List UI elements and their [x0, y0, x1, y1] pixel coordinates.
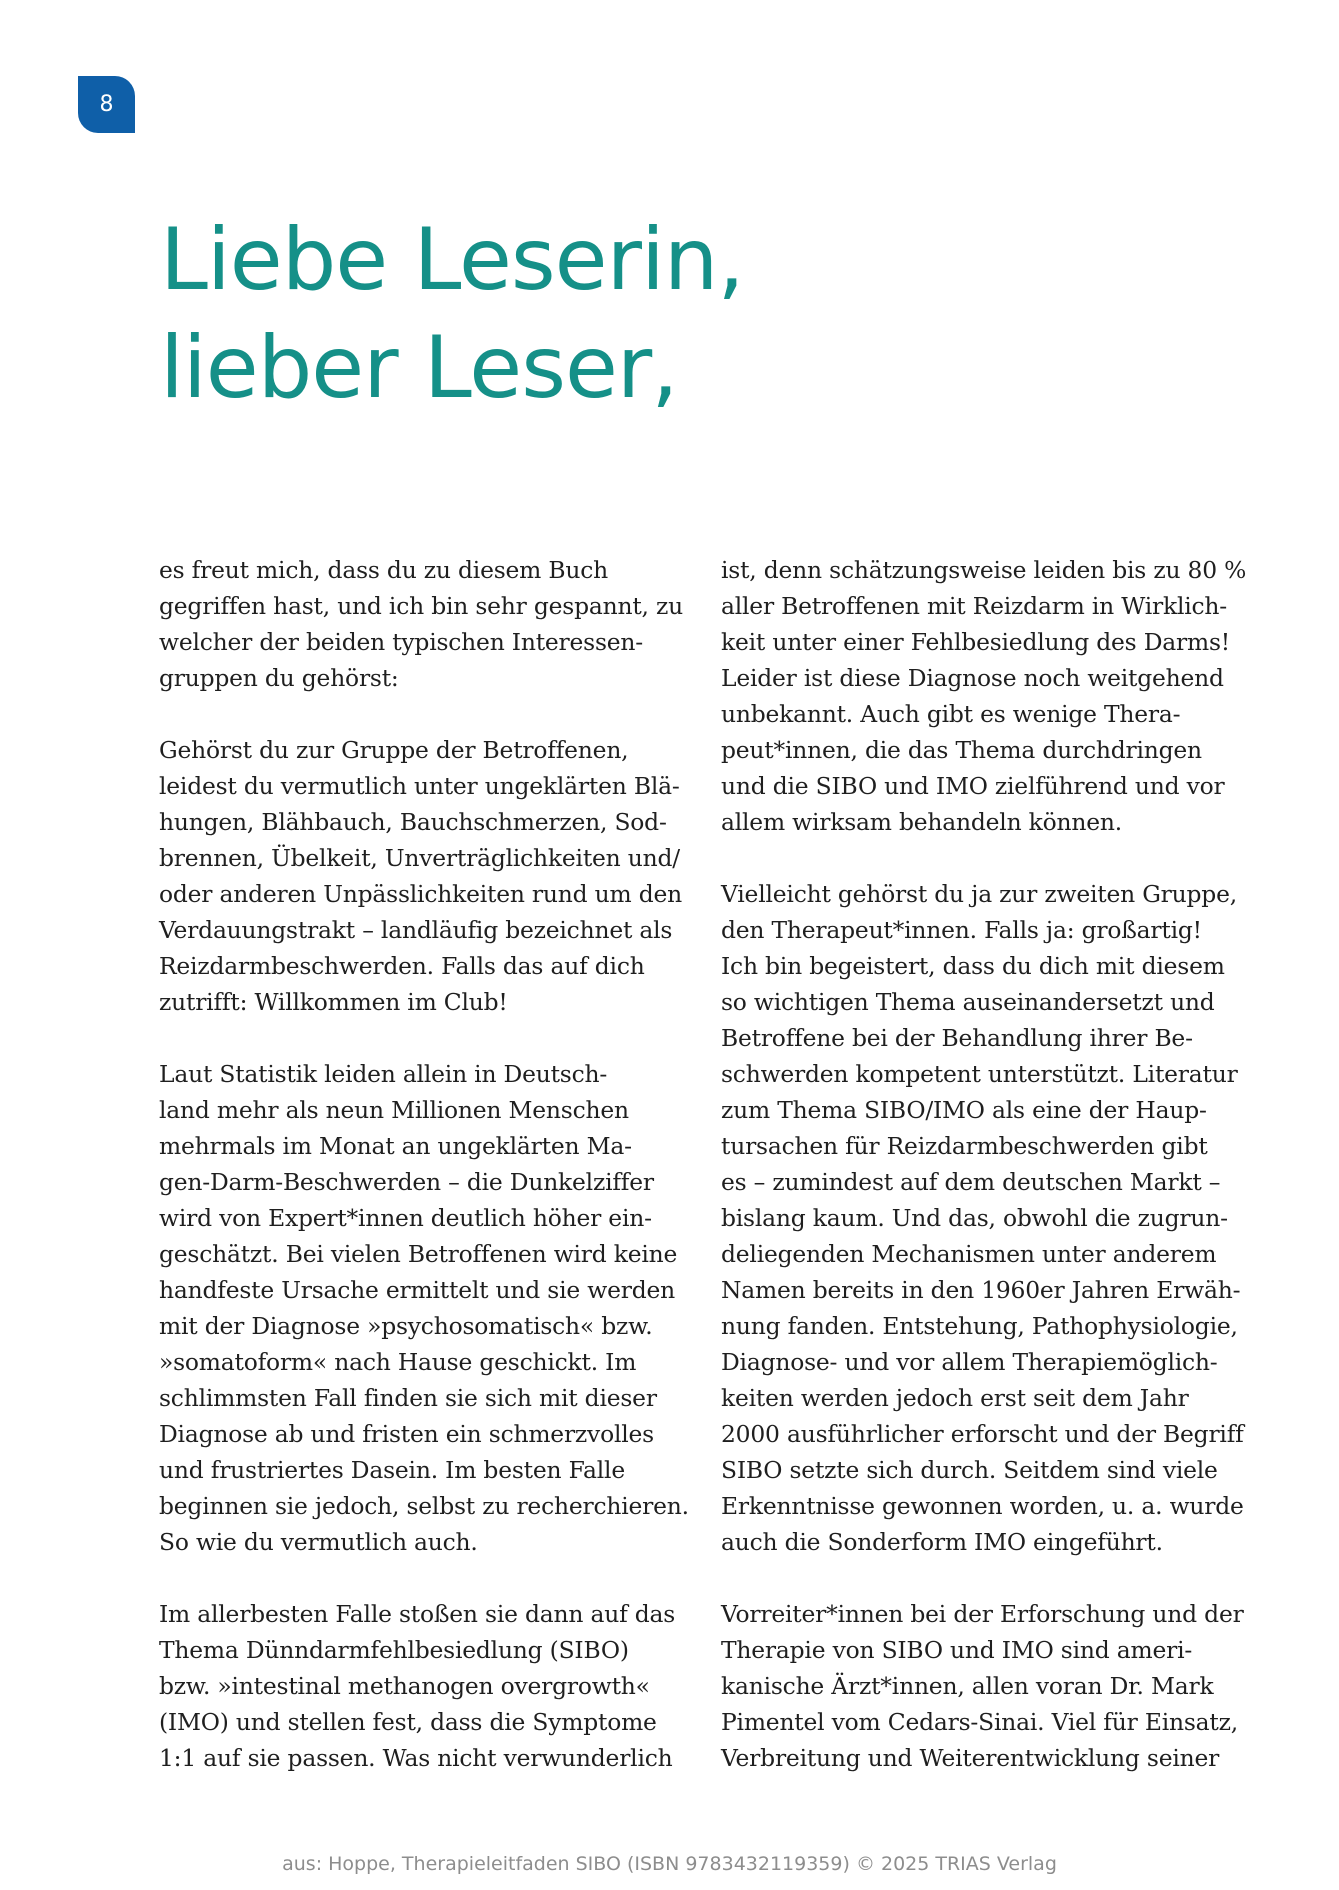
text-line: Namen bereits in den 1960er Jahren Erwäh- — [721, 1276, 1241, 1304]
text-line: zum Thema SIBO/IMO als eine der Haup- — [721, 1096, 1207, 1124]
text-line: Reizdarmbeschwerden. Falls das auf dich — [159, 952, 645, 980]
text-line: »somatoform« nach Hause geschickt. Im — [159, 1348, 637, 1376]
text-line: 2000 ausführlicher erforscht und der Begriff — [721, 1420, 1244, 1448]
page-number-tab — [78, 76, 135, 133]
text-line: und die SIBO und IMO zielführend und vor — [721, 772, 1225, 800]
paragraph — [721, 1596, 1261, 1776]
page-number: 8 — [99, 92, 114, 117]
text-line: Therapie von SIBO und IMO sind ameri- — [721, 1636, 1193, 1664]
paragraph-gap — [721, 840, 1261, 876]
text-line: Thema Dünndarmfehlbesiedlung (SIBO) — [159, 1636, 629, 1664]
text-line: 1:1 auf sie passen. Was nicht verwunderlich — [159, 1744, 673, 1772]
text-line: auch die Sonderform IMO eingeführt. — [721, 1528, 1163, 1556]
text-line: Verbreitung und Weiterentwicklung seiner — [721, 1744, 1220, 1772]
text-line: tursachen für Reizdarmbeschwerden gibt — [721, 1132, 1208, 1160]
text-line: keiten werden jedoch erst seit dem Jahr — [721, 1384, 1189, 1412]
text-line: mehrmals im Monat an ungeklärten Ma- — [159, 1132, 632, 1160]
text-line: gen-Darm-Beschwerden – die Dunkelziffer — [159, 1168, 654, 1196]
text-line: zutrifft: Willkommen im Club! — [159, 988, 508, 1016]
text-line: Laut Statistik leiden allein in Deutsch- — [159, 1060, 608, 1088]
text-line: Diagnose ab und fristen ein schmerzvolles — [159, 1420, 654, 1448]
text-line: mit der Diagnose »psychosomatisch« bzw. — [159, 1312, 653, 1340]
source-footer: aus: Hoppe, Therapieleitfaden SIBO (ISBN 9783432119359) © 2025 TRIAS Verlag — [282, 1853, 1057, 1875]
left-column — [159, 552, 699, 1776]
paragraph — [159, 732, 699, 1020]
text-line: Betroffene bei der Behandlung ihrer Be- — [721, 1024, 1193, 1052]
headline — [160, 206, 744, 422]
text-line: unbekannt. Auch gibt es wenige Thera- — [721, 700, 1181, 728]
paragraph — [159, 1056, 699, 1560]
text-line: es freut mich, dass du zu diesem Buch — [159, 556, 608, 584]
text-line: peut*innen, die das Thema durchdringen — [721, 736, 1202, 764]
text-line: allem wirksam behandeln können. — [721, 808, 1123, 836]
text-line: es – zumindest auf dem deutschen Markt – — [721, 1168, 1221, 1196]
text-line: hungen, Blähbauch, Bauchschmerzen, Sod- — [159, 808, 667, 836]
paragraph — [721, 876, 1261, 1560]
text-line: und frustriertes Dasein. Im besten Falle — [159, 1456, 625, 1484]
paragraph-gap — [159, 1560, 699, 1596]
text-line: den Therapeut*innen. Falls ja: großartig! — [721, 916, 1202, 944]
text-line: kanische Ärzt*innen, allen voran Dr. Mark — [721, 1672, 1214, 1700]
text-line: (IMO) und stellen fest, dass die Symptome — [159, 1708, 657, 1736]
text-line: Verdauungstrakt – landläufig bezeichnet als — [159, 916, 673, 944]
right-column — [721, 552, 1261, 1776]
text-line: deliegenden Mechanismen unter anderem — [721, 1240, 1217, 1268]
text-line: leidest du vermutlich unter ungeklärten Blä- — [159, 772, 680, 800]
text-line: SIBO setzte sich durch. Seitdem sind viele — [721, 1456, 1218, 1484]
text-line: Erkenntnisse gewonnen worden, u. a. wurde — [721, 1492, 1244, 1520]
paragraph-gap — [159, 696, 699, 732]
paragraph — [159, 1596, 699, 1776]
text-line: geschätzt. Bei vielen Betroffenen wird keine — [159, 1240, 678, 1268]
text-line: aller Betroffenen mit Reizdarm in Wirklich- — [721, 592, 1227, 620]
text-line: Diagnose- und vor allem Therapiemöglich- — [721, 1348, 1218, 1376]
headline-line: lieber Leser, — [160, 318, 678, 418]
paragraph-gap — [721, 1560, 1261, 1596]
text-line: gruppen du gehörst: — [159, 664, 399, 692]
text-line: bzw. »intestinal methanogen overgrowth« — [159, 1672, 650, 1700]
text-line: wird von Expert*innen deutlich höher ein- — [159, 1204, 652, 1232]
text-line: Vielleicht gehörst du ja zur zweiten Gruppe, — [721, 880, 1237, 908]
text-line: land mehr als neun Millionen Menschen — [159, 1096, 629, 1124]
text-line: bislang kaum. Und das, obwohl die zugrun- — [721, 1204, 1228, 1232]
text-line: ist, denn schätzungsweise leiden bis zu 80 % — [721, 556, 1247, 584]
text-line: Pimentel vom Cedars-Sinai. Viel für Einsatz, — [721, 1708, 1238, 1736]
text-line: Im allerbesten Falle stoßen sie dann auf das — [159, 1600, 676, 1628]
text-line: schlimmsten Fall finden sie sich mit dieser — [159, 1384, 657, 1412]
text-line: schwerden kompetent unterstützt. Literatur — [721, 1060, 1238, 1088]
text-line: oder anderen Unpässlichkeiten rund um den — [159, 880, 683, 908]
text-line: handfeste Ursache ermittelt und sie werden — [159, 1276, 675, 1304]
text-line: beginnen sie jedoch, selbst zu recherchieren. — [159, 1492, 689, 1520]
text-line: nung fanden. Entstehung, Pathophysiologie, — [721, 1312, 1238, 1340]
paragraph — [159, 552, 699, 696]
paragraph-gap — [159, 1020, 699, 1056]
text-line: Leider ist diese Diagnose noch weitgehend — [721, 664, 1224, 692]
text-line: welcher der beiden typischen Interessen- — [159, 628, 643, 656]
paragraph — [721, 552, 1261, 840]
text-line: keit unter einer Fehlbesiedlung des Darms! — [721, 628, 1230, 656]
text-line: brennen, Übelkeit, Unverträglichkeiten und/ — [159, 844, 680, 872]
text-line: So wie du vermutlich auch. — [159, 1528, 478, 1556]
text-line: Vorreiter*innen bei der Erforschung und der — [721, 1600, 1244, 1628]
text-line: Ich bin begeistert, dass du dich mit diesem — [721, 952, 1225, 980]
text-line: so wichtigen Thema auseinandersetzt und — [721, 988, 1215, 1016]
headline-line: Liebe Leserin, — [160, 210, 744, 310]
text-line: Gehörst du zur Gruppe der Betroffenen, — [159, 736, 629, 764]
text-line: gegriffen hast, und ich bin sehr gespannt, zu — [159, 592, 684, 620]
